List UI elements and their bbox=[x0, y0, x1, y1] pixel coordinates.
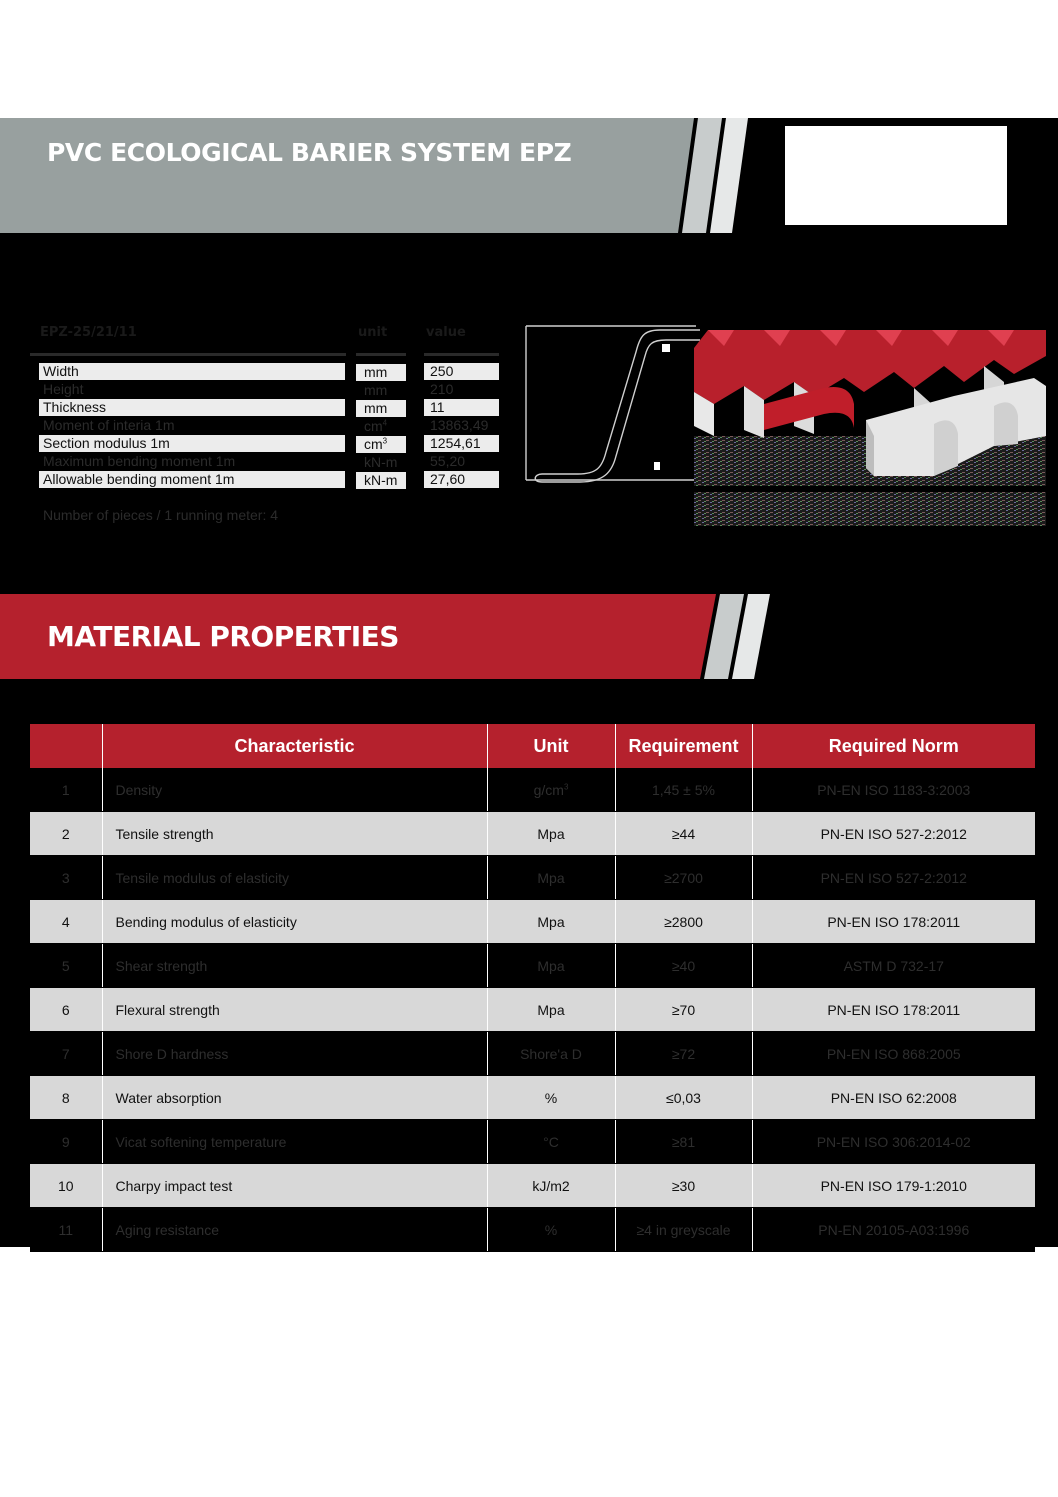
row-requirement bbox=[615, 812, 752, 856]
row-norm-text: ASTM D 732-17 bbox=[843, 957, 944, 974]
row-unit bbox=[487, 1120, 615, 1164]
row-index-text: 9 bbox=[61, 1133, 70, 1150]
row-characteristic bbox=[102, 856, 487, 900]
spec-value: 1254,61 bbox=[424, 435, 499, 452]
spec-model-heading: EPZ-25/21/11 bbox=[40, 325, 137, 340]
row-unit-sup: 3 bbox=[563, 781, 569, 791]
row-characteristic bbox=[102, 944, 487, 988]
row-index-text: 7 bbox=[61, 1045, 70, 1062]
row-requirement bbox=[615, 1164, 752, 1208]
row-unit-text: kJ/m2 bbox=[532, 1177, 570, 1194]
spec-unit bbox=[356, 436, 406, 453]
row-requirement bbox=[615, 944, 752, 988]
spec-label: Height bbox=[43, 381, 84, 397]
row-characteristic-text: Flexural strength bbox=[115, 1001, 220, 1018]
spec-unit bbox=[356, 400, 406, 417]
row-characteristic bbox=[102, 900, 487, 944]
row-characteristic bbox=[102, 812, 487, 856]
spec-unit-text: mm bbox=[364, 364, 388, 380]
spec-label: Moment of interia 1m bbox=[43, 417, 175, 433]
row-norm-text: PN-EN ISO 178:2011 bbox=[827, 1001, 961, 1018]
spec-value: 250 bbox=[424, 363, 499, 380]
row-requirement bbox=[615, 1032, 752, 1076]
row-unit-text: Mpa bbox=[537, 913, 565, 930]
header-banner bbox=[0, 118, 760, 234]
table-row bbox=[30, 988, 1035, 1032]
row-unit-text: Mpa bbox=[537, 1001, 565, 1018]
row-requirement-text: ≥44 bbox=[671, 825, 696, 842]
drawing-marker-bottom bbox=[654, 462, 660, 470]
table-row bbox=[30, 900, 1035, 944]
spec-unit bbox=[356, 364, 406, 381]
row-index-text: 1 bbox=[61, 781, 70, 798]
spec-unit bbox=[356, 472, 406, 489]
logo-placeholder bbox=[785, 126, 1007, 225]
row-index-text: 4 bbox=[61, 913, 70, 930]
row-norm bbox=[752, 1120, 1035, 1164]
row-characteristic-text: Tensile strength bbox=[115, 825, 214, 842]
row-index-text: 11 bbox=[58, 1221, 74, 1238]
spec-value: 55,20 bbox=[430, 453, 466, 469]
row-norm bbox=[752, 768, 1035, 812]
spec-unit bbox=[356, 454, 406, 471]
table-header-row bbox=[30, 724, 1035, 768]
row-norm-text: PN-EN ISO 527-2:2012 bbox=[820, 869, 967, 886]
spec-value-heading: value bbox=[426, 325, 466, 340]
row-unit bbox=[487, 900, 615, 944]
row-unit-text: Mpa bbox=[537, 869, 565, 886]
row-norm-text: PN-EN ISO 178:2011 bbox=[827, 913, 961, 930]
table-row bbox=[30, 1164, 1035, 1208]
row-index-text: 10 bbox=[57, 1177, 74, 1194]
row-characteristic-text: Vicat softening temperature bbox=[115, 1133, 287, 1150]
spec-rule-label bbox=[30, 353, 346, 356]
row-norm-text: PN-EN ISO 306:2014-02 bbox=[816, 1133, 971, 1150]
row-requirement bbox=[615, 988, 752, 1032]
row-norm-text: PN-EN ISO 62:2008 bbox=[830, 1089, 957, 1106]
row-characteristic-text: Tensile modulus of elasticity bbox=[115, 869, 290, 886]
row-index bbox=[30, 856, 102, 900]
row-index bbox=[30, 812, 102, 856]
row-index bbox=[30, 944, 102, 988]
row-norm bbox=[752, 812, 1035, 856]
row-requirement-text: ≥2800 bbox=[664, 913, 703, 930]
row-index-text: 8 bbox=[61, 1089, 70, 1106]
row-characteristic-text: Charpy impact test bbox=[115, 1177, 233, 1194]
spec-rule-unit bbox=[356, 353, 406, 356]
row-characteristic bbox=[102, 1120, 487, 1164]
row-norm bbox=[752, 1076, 1035, 1120]
drawing-marker-top bbox=[662, 344, 670, 352]
row-unit bbox=[487, 1208, 615, 1252]
row-unit-text: Mpa bbox=[537, 957, 565, 974]
spec-label: Width bbox=[39, 363, 345, 380]
row-requirement-text: ≥81 bbox=[671, 1133, 696, 1150]
row-characteristic-text: Density bbox=[115, 781, 163, 798]
row-requirement-text: ≥70 bbox=[671, 1001, 696, 1018]
spec-unit-text: kN-m bbox=[364, 472, 398, 488]
row-characteristic-text: Water absorption bbox=[115, 1089, 222, 1106]
header-unit: Unit bbox=[487, 724, 615, 768]
table-row bbox=[30, 1208, 1035, 1252]
row-norm-text: PN-EN 20105-A03:1996 bbox=[818, 1221, 970, 1238]
row-unit-text: °C bbox=[543, 1133, 559, 1150]
spec-unit-text: mm bbox=[364, 400, 388, 416]
row-unit bbox=[487, 768, 615, 812]
row-unit bbox=[487, 1164, 615, 1208]
row-norm bbox=[752, 944, 1035, 988]
row-index bbox=[30, 1164, 102, 1208]
row-index bbox=[30, 988, 102, 1032]
spec-unit-heading: unit bbox=[358, 325, 388, 340]
spec-rule-value bbox=[424, 353, 499, 356]
row-requirement-text: ≥4 in greyscale bbox=[636, 1221, 731, 1238]
row-norm bbox=[752, 988, 1035, 1032]
row-requirement bbox=[615, 1208, 752, 1252]
row-index bbox=[30, 768, 102, 812]
table-row bbox=[30, 944, 1035, 988]
row-norm-text: PN-EN ISO 527-2:2012 bbox=[820, 825, 967, 842]
row-norm bbox=[752, 1032, 1035, 1076]
spec-unit-sup: 3 bbox=[382, 436, 388, 446]
row-index bbox=[30, 1032, 102, 1076]
row-index bbox=[30, 900, 102, 944]
table-row bbox=[30, 1076, 1035, 1120]
row-norm-text: PN-EN ISO 179-1:2010 bbox=[820, 1177, 967, 1194]
spec-unit-text: cm bbox=[364, 436, 383, 452]
row-characteristic-text: Shear strength bbox=[115, 957, 208, 974]
row-characteristic bbox=[102, 1032, 487, 1076]
row-characteristic-text: Aging resistance bbox=[115, 1221, 220, 1238]
material-title: MATERIAL PROPERTIES bbox=[47, 620, 399, 653]
row-unit bbox=[487, 1032, 615, 1076]
row-norm-text: PN-EN ISO 868:2005 bbox=[826, 1045, 961, 1062]
profile-drawing bbox=[520, 322, 700, 487]
row-unit-text: g/cm bbox=[533, 781, 564, 798]
row-unit-text: % bbox=[544, 1221, 558, 1238]
spec-unit bbox=[356, 382, 406, 399]
spec-unit-text: kN-m bbox=[364, 454, 398, 470]
material-properties-table bbox=[30, 724, 1035, 1252]
spec-label: Section modulus 1m bbox=[39, 435, 345, 452]
row-requirement bbox=[615, 1076, 752, 1120]
spec-unit-text: cm bbox=[364, 418, 383, 434]
header-requirement: Requirement bbox=[615, 724, 752, 768]
row-requirement bbox=[615, 1120, 752, 1164]
row-unit bbox=[487, 1076, 615, 1120]
row-index bbox=[30, 1208, 102, 1252]
row-requirement-text: ≥2700 bbox=[664, 869, 703, 886]
row-norm bbox=[752, 856, 1035, 900]
row-index bbox=[30, 1120, 102, 1164]
row-characteristic bbox=[102, 1208, 487, 1252]
row-unit-text: % bbox=[544, 1089, 558, 1106]
spec-value: 11 bbox=[424, 399, 499, 416]
spec-unit-text: mm bbox=[364, 382, 388, 398]
spec-label: Thickness bbox=[39, 399, 345, 416]
spec-unit-sup: 4 bbox=[382, 418, 388, 428]
row-requirement-text: ≥30 bbox=[671, 1177, 696, 1194]
spec-unit bbox=[356, 418, 406, 435]
row-index bbox=[30, 1076, 102, 1120]
row-requirement-text: ≥40 bbox=[671, 957, 696, 974]
row-requirement bbox=[615, 856, 752, 900]
row-requirement-text: ≥72 bbox=[671, 1045, 696, 1062]
row-unit-text: Shore'a D bbox=[520, 1045, 582, 1062]
header-norm: Required Norm bbox=[752, 724, 1035, 768]
banner-shape bbox=[0, 118, 760, 234]
row-index-text: 3 bbox=[61, 869, 70, 886]
row-unit-text: Mpa bbox=[537, 825, 565, 842]
row-characteristic-text: Bending modulus of elasticity bbox=[115, 913, 297, 930]
table-row bbox=[30, 856, 1035, 900]
table-row bbox=[30, 768, 1035, 812]
row-norm bbox=[752, 1164, 1035, 1208]
row-unit bbox=[487, 856, 615, 900]
row-index-text: 6 bbox=[61, 1001, 70, 1018]
row-norm-text: PN-EN ISO 1183-3:2003 bbox=[817, 781, 971, 798]
row-characteristic bbox=[102, 768, 487, 812]
row-unit bbox=[487, 812, 615, 856]
row-norm bbox=[752, 1208, 1035, 1252]
row-unit bbox=[487, 944, 615, 988]
row-characteristic bbox=[102, 1076, 487, 1120]
spec-label: Maximum bending moment 1m bbox=[43, 453, 236, 469]
header-characteristic: Characteristic bbox=[102, 724, 487, 768]
row-characteristic-text: Shore D hardness bbox=[115, 1045, 229, 1062]
table-row bbox=[30, 1120, 1035, 1164]
table-row bbox=[30, 812, 1035, 856]
spec-label: Allowable bending moment 1m bbox=[39, 471, 345, 488]
row-requirement bbox=[615, 768, 752, 812]
spec-value: 27,60 bbox=[424, 471, 499, 488]
page-title: PVC ECOLOGICAL BARIER SYSTEM EPZ bbox=[47, 138, 572, 167]
row-index-text: 2 bbox=[61, 825, 70, 842]
spec-value: 13863,49 bbox=[430, 417, 489, 433]
header-index bbox=[30, 724, 102, 768]
table-row bbox=[30, 1032, 1035, 1076]
row-characteristic bbox=[102, 1164, 487, 1208]
row-requirement-text: ≤0,03 bbox=[666, 1089, 701, 1106]
spec-value: 210 bbox=[430, 381, 454, 397]
row-index-text: 5 bbox=[61, 957, 70, 974]
row-requirement-text: 1,45 ± 5% bbox=[652, 781, 715, 798]
product-photo bbox=[694, 326, 1046, 526]
row-unit bbox=[487, 988, 615, 1032]
row-norm bbox=[752, 900, 1035, 944]
spec-note: Number of pieces / 1 running meter: 4 bbox=[43, 507, 279, 523]
row-requirement bbox=[615, 900, 752, 944]
row-characteristic bbox=[102, 988, 487, 1032]
